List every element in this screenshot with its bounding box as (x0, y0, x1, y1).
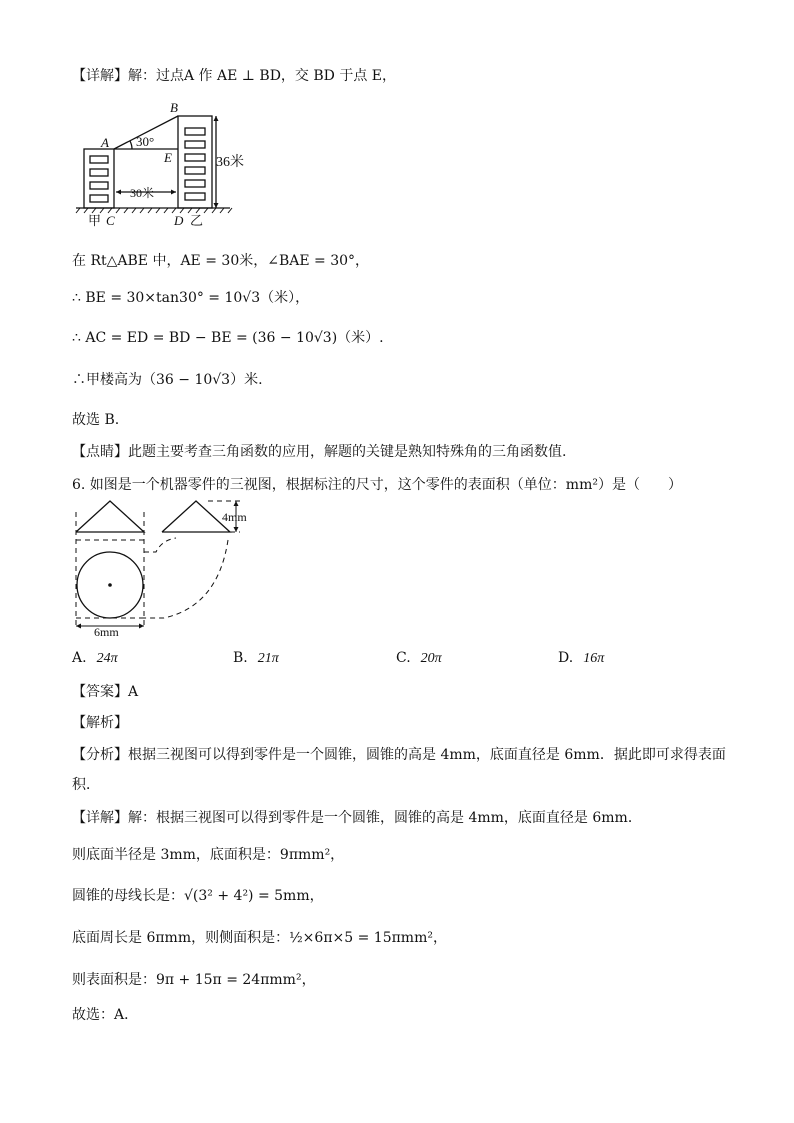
choice-c[interactable] (396, 650, 442, 667)
label-b: B (170, 100, 178, 115)
detail-line-5: 则表面积是：9π + 15π = 24πmm²， (72, 972, 316, 988)
three-view-figure (68, 498, 268, 638)
choice-d[interactable] (558, 650, 604, 667)
choice-a[interactable] (72, 650, 118, 667)
label-d: D (174, 213, 184, 228)
answer-line: 【答案】A (72, 684, 139, 700)
choice-b-label: B. (233, 650, 248, 666)
label-height: 36米 (216, 155, 244, 170)
detail-line-1: 【详解】解：根据三视图可以得到零件是一个圆锥，圆锥的高是 4mm，底面直径是 6mm． (72, 810, 642, 826)
detail-line-2: 则底面半径是 3mm，底面积是：9πmm²， (72, 847, 345, 863)
remark-line: 【点睛】此题主要考查三角函数的应用，解题的关键是熟知特殊角的三角函数值. (72, 444, 567, 460)
building-figure (70, 100, 244, 230)
solution-line-3: ∴ AC = ED = BD − BE = (36 − 10√3)（米）. (72, 330, 384, 346)
label-6mm: 6mm (94, 625, 119, 639)
solution-line-1: 在 Rt△ABE 中，AE = 30米，∠BAE = 30°， (72, 253, 370, 269)
analysis-line-2: 积． (72, 777, 100, 793)
choice-c-label: C. (396, 650, 411, 666)
label-jia: 甲 (88, 213, 102, 228)
choice-d-label: D. (558, 650, 574, 666)
label-yi: 乙 (190, 213, 204, 228)
label-angle: 30° (136, 134, 155, 149)
detail-line-6: 故选：A． (72, 1007, 139, 1023)
analysis-line-1: 【分析】根据三视图可以得到零件是一个圆锥，圆锥的高是 4mm，底面直径是 6mm．据此即可求得表面 (72, 747, 726, 763)
detail-intro: 【详解】解：过点A 作 AE ⊥ BD，交 BD 于点 E， (72, 68, 397, 84)
solution-line-2: ∴ BE = 30×tan30° = 10√3（米）， (72, 290, 310, 306)
analysis-heading: 【解析】 (72, 715, 128, 731)
label-4mm: 4mm (222, 510, 247, 524)
choice-b[interactable] (233, 650, 279, 667)
choice-a-label: A. (72, 650, 87, 666)
label-c: C (106, 213, 115, 228)
choice-c-value: 20π (420, 651, 442, 666)
label-a: A (101, 135, 109, 150)
detail-line-4: 底面周长是 6πmm，则侧面积是：½×6π×5 = 15πmm²， (72, 930, 447, 946)
choice-b-value: 21π (257, 651, 279, 666)
label-e: E (164, 150, 172, 165)
question6-stem: 6. 如图是一个机器零件的三视图，根据标注的尺寸，这个零件的表面积（单位：mm²）是（ ） (72, 477, 682, 493)
solution-line-4: ∴甲楼高为（36 − 10√3）米. (72, 372, 263, 388)
choice-a-value: 24π (96, 651, 118, 666)
detail-line-3: 圆锥的母线长是：√(3² + 4²) = 5mm， (72, 888, 324, 904)
choice-d-value: 16π (583, 651, 605, 666)
label-width: 30米 (130, 186, 155, 200)
solution-line-5: 故选 B. (72, 412, 120, 428)
